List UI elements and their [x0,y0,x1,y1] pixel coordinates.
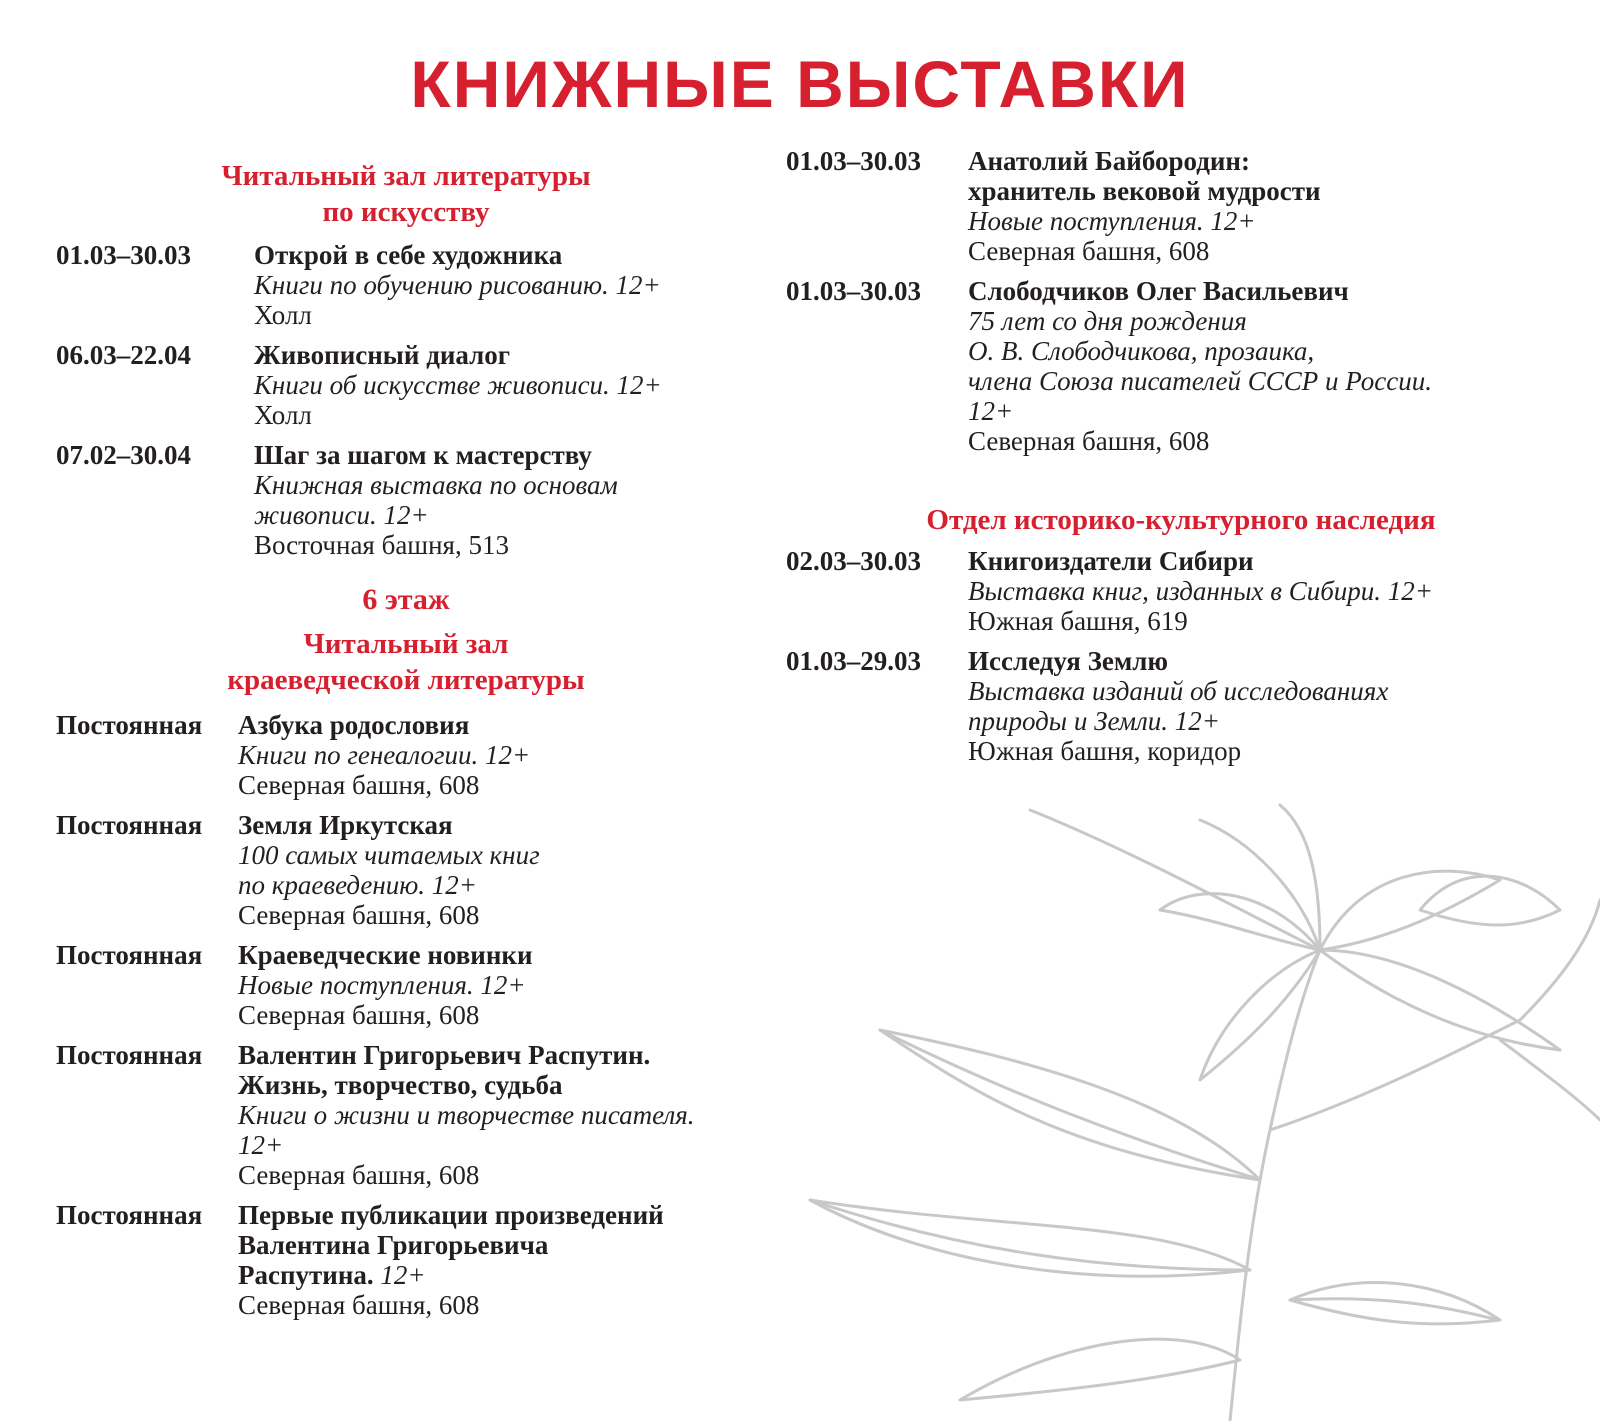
exhibition-item [786,546,1576,636]
exhibition-location: Холл [254,300,312,330]
exhibition-description: члена Союза писателей СССР и России. [968,366,1432,396]
right-column [786,146,1576,776]
exhibition-location: Северная башня, 608 [238,1000,480,1030]
exhibition-date: 01.03–29.03 [786,646,921,676]
exhibition-item [786,646,1576,766]
exhibition-description: Выставка книг, изданных в Сибири. 12+ [968,576,1433,606]
exhibition-title: Открой в себе художника [254,240,563,270]
exhibition-description: 100 самых читаемых книг [238,840,540,870]
exhibition-date: 02.03–30.03 [786,546,921,576]
exhibition-description: 12+ [238,1130,284,1160]
exhibition-location: Восточная башня, 513 [254,530,509,560]
section-heading-line: краеведческой литературы [227,664,585,696]
exhibition-location: Южная башня, 619 [968,606,1188,636]
exhibition-location: Южная башня, коридор [968,736,1242,766]
petal [1500,1040,1600,1120]
age-rating: 12+ [380,1260,426,1290]
exhibition-title: Слободчиков Олег Васильевич [968,276,1349,306]
stamen [1030,810,1320,950]
left-column [56,158,756,1330]
petal [1320,950,1560,1050]
exhibition-title: Анатолий Байбородин: [968,146,1250,176]
section-heading-line: по искусству [322,196,490,228]
exhibition-date: 01.03–30.03 [786,276,921,306]
leaf [1290,1283,1500,1324]
exhibition-description: Новые поступления. 12+ [968,206,1256,236]
exhibition-title: Первые публикации произведений [238,1200,664,1230]
section-heading-art [56,158,756,230]
exhibition-date: 01.03–30.03 [56,240,191,270]
section-heading-heritage: Отдел историко-культурного наследия [926,504,1436,536]
exhibition-title: Валентин Григорьевич Распутин. [238,1040,651,1070]
exhibition-date: 06.03–22.04 [56,340,191,370]
exhibition-title: Исследуя Землю [968,646,1168,676]
exhibition-item [56,1200,756,1320]
exhibition-description: 75 лет со дня рождения [968,306,1247,336]
exhibition-title: Книгоиздатели Сибири [968,546,1254,576]
exhibition-date: Постоянная [56,710,203,740]
exhibition-description: 12+ [968,396,1014,426]
exhibition-description: Книги по генеалогии. 12+ [238,740,531,770]
exhibition-title: Шаг за шагом к мастерству [254,440,592,470]
exhibition-title: Жизнь, творчество, судьба [238,1070,563,1100]
floor-heading: 6 этаж [362,583,450,616]
exhibition-description: по краеведению. 12+ [238,870,478,900]
exhibition-date: 07.02–30.04 [56,440,191,470]
section-heading-local-history [56,626,756,698]
exhibition-description: живописи. 12+ [254,500,429,530]
exhibition-item [786,276,1576,456]
exhibition-location: Северная башня, 608 [968,426,1210,456]
leaf [810,1200,1250,1276]
exhibition-item [786,146,1576,266]
flower-branch [1520,900,1600,1020]
exhibition-description: Книги о жизни и творчестве писателя. [238,1100,695,1130]
exhibition-title: Распутина. [238,1260,374,1290]
petal [1420,876,1560,925]
leaf [880,1030,1260,1180]
exhibition-location: Северная башня, 608 [238,1290,480,1320]
section-heading-line: Читальный зал литературы [221,160,591,192]
petal [1200,950,1320,1080]
exhibition-title: Земля Иркутская [238,810,453,840]
exhibition-location: Северная башня, 608 [238,1160,480,1190]
exhibition-location: Северная башня, 608 [968,236,1210,266]
exhibition-title: Краеведческие новинки [238,940,533,970]
leaf-vein [880,1030,1255,1178]
exhibition-description: Книжная выставка по основам [254,470,618,500]
exhibition-description: Книги по обучению рисованию. 12+ [254,270,661,300]
exhibition-location: Северная башня, 608 [238,900,480,930]
exhibition-title: хранитель вековой мудрости [968,176,1321,206]
exhibition-location: Северная башня, 608 [238,770,480,800]
section-heading-line: Читальный зал [303,628,509,660]
exhibition-date: 01.03–30.03 [786,146,921,176]
exhibition-item [56,710,756,800]
flower-illustration [800,800,1600,1421]
exhibition-description: Новые поступления. 12+ [238,970,526,1000]
exhibition-description: природы и Земли. 12+ [968,706,1220,736]
exhibition-item [56,810,756,930]
exhibition-date: Постоянная [56,1040,203,1070]
flower-branch [1270,1020,1520,1130]
page-title: КНИЖНЫЕ ВЫСТАВКИ [410,47,1190,121]
exhibition-title: Валентина Григорьевича [238,1230,549,1260]
exhibition-item [56,440,756,560]
exhibition-description: О. В. Слободчикова, прозаика, [968,336,1315,366]
exhibition-date: Постоянная [56,940,203,970]
exhibition-item [56,940,756,1030]
petal [1320,871,1500,950]
leaf [960,1339,1240,1400]
exhibition-location: Холл [254,400,312,430]
exhibition-item [56,1040,756,1190]
exhibition-title: Живописный диалог [254,340,511,370]
flower-stem [1230,950,1320,1421]
exhibition-item [56,340,756,430]
exhibition-item [56,240,756,330]
exhibition-date: Постоянная [56,810,203,840]
exhibition-description: Книги об искусстве живописи. 12+ [254,370,662,400]
exhibition-title: Азбука родословия [238,710,470,740]
exhibition-description: Выставка изданий об исследованиях [968,676,1389,706]
exhibition-date: Постоянная [56,1200,203,1230]
